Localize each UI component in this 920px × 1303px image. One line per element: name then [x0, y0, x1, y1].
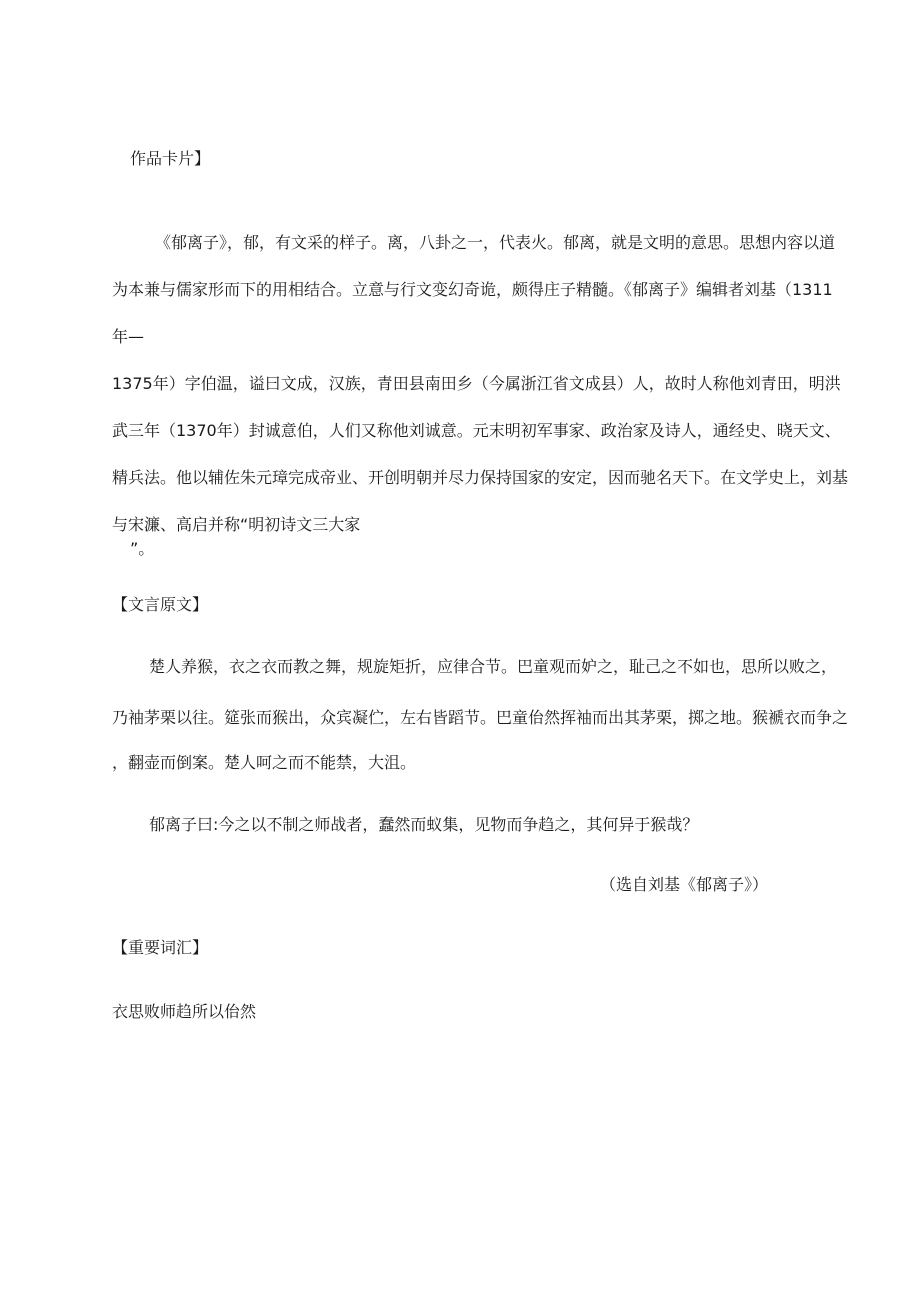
original-comment: 郁离子曰:今之以不制之师战者，蠢然而蚁集，见物而争趋之，其何异于猴哉？	[149, 815, 699, 834]
original-heading: 【文言原文】	[112, 595, 209, 614]
intro-line: 精兵法。他以辅佐朱元璋完成帝业、开创明朝并尽力保持国家的安定，因而驰名天下。在文学史上，刘基	[112, 468, 849, 487]
intro-line: 为本兼与儒家形而下的用相结合。立意与行文变幻奇诡，颇得庄子精髓。《郁离子》编辑者刘基（1311	[112, 280, 833, 299]
intro-line: 与宋濂、高启并称“明初诗文三大家	[112, 515, 361, 534]
vocab-list: 衣思败师趋所以佁然	[112, 1002, 257, 1021]
intro-line: 《郁离子》，郁，有文采的样子。离，八卦之一，代表火。郁离，就是文明的意思。思想内容以道	[155, 233, 836, 252]
intro-line: 1375年）字伯温，谥曰文成，汉族，青田县南田乡（今属浙江省文成县）人，故时人称他刘青田，明洪	[112, 374, 841, 393]
original-line: 楚人养猴，衣之衣而教之舞，规旋矩折，应律合节。巴童观而妒之，耻己之不如也，思所以败之，	[149, 657, 838, 676]
intro-line: 年—	[112, 327, 145, 346]
vocab-heading: 【重要词汇】	[112, 938, 209, 957]
intro-line: 武三年（1370年）封诚意伯，人们又称他刘诚意。元末明初军事家、政治家及诗人，通经史、晓天文、	[112, 421, 841, 440]
original-line: ，翻壶而倒案。楚人呵之而不能禁，大沮。	[112, 753, 417, 772]
intro-line: ”。	[130, 539, 155, 558]
original-source: （选自刘基《郁离子》）	[600, 875, 769, 894]
original-line: 乃袖茅栗以往。筵张而猴出，众宾凝伫，左右皆蹈节。巴童佁然挥袖而出其茅栗，掷之地。猴褫衣而争之	[112, 708, 849, 727]
card-heading: 作品卡片】	[130, 149, 211, 168]
